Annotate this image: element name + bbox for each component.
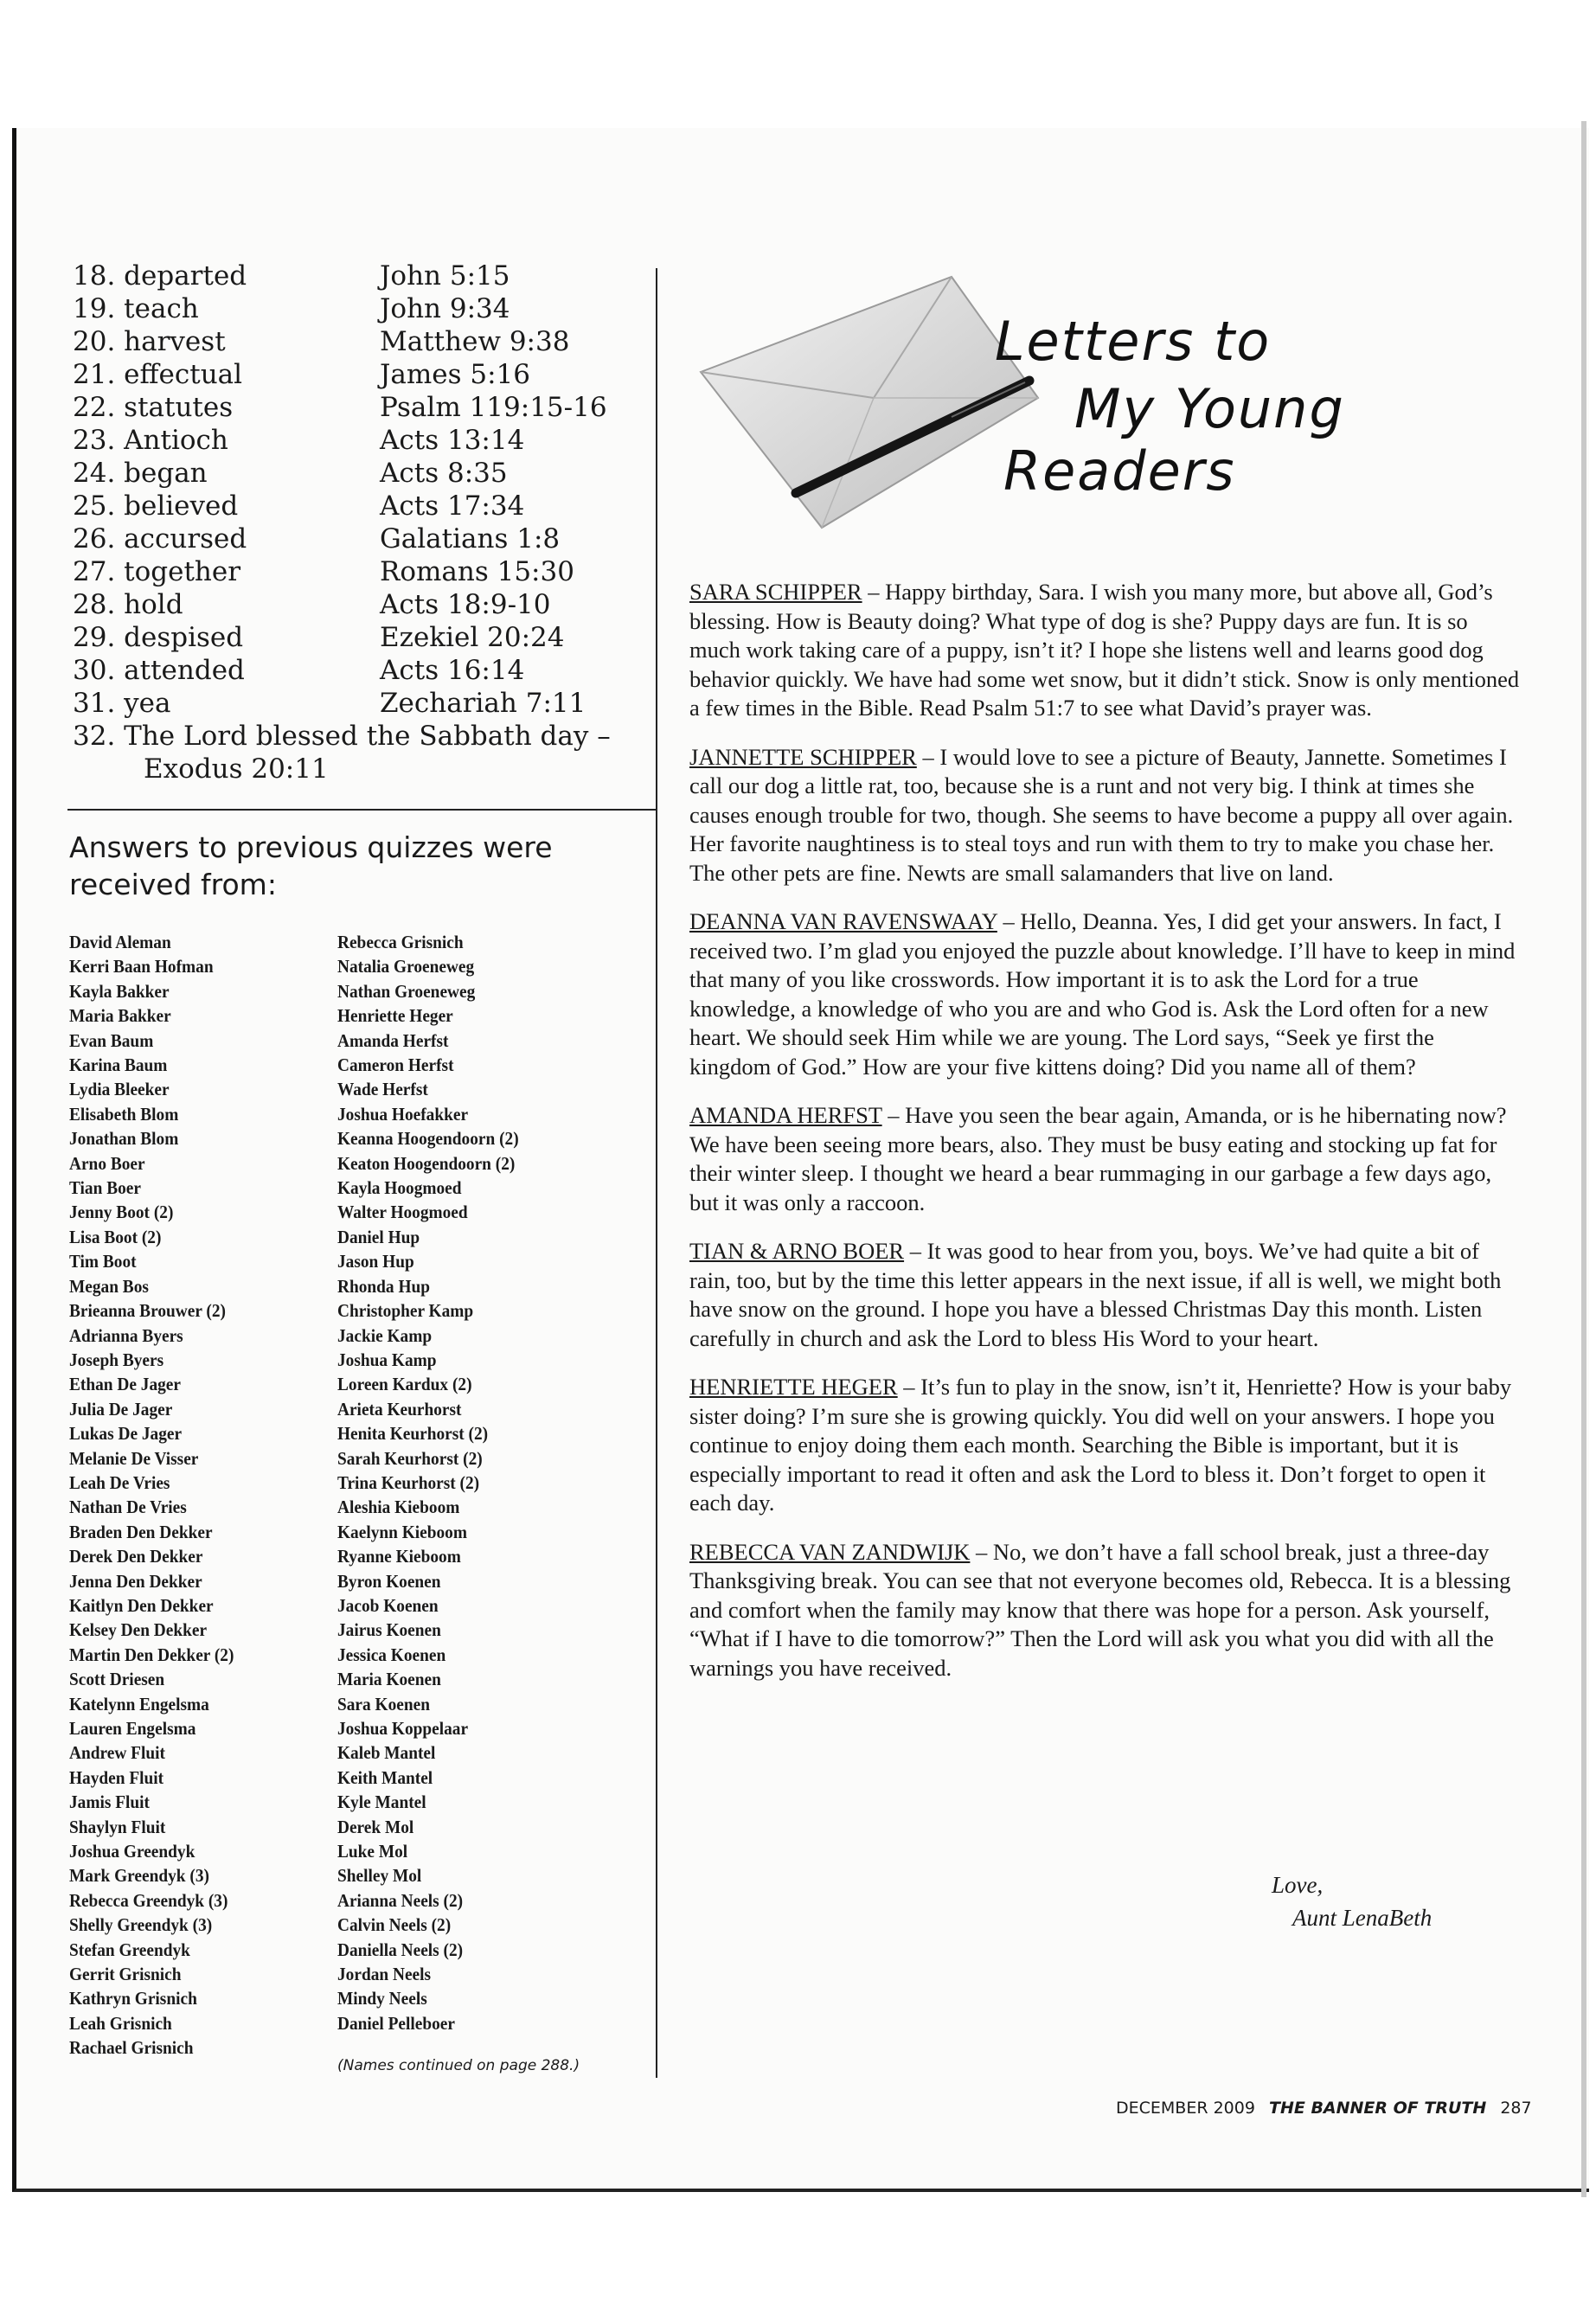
answer-reference: Romans 15:30 — [380, 556, 574, 587]
answer-row — [73, 555, 661, 588]
name-entry: Sarah Keurhorst (2) — [337, 1447, 483, 1469]
name-entry: Kaleb Mantel — [337, 1742, 436, 1764]
footer-date: DECEMBER 2009 — [1116, 2099, 1255, 2118]
answer-reference: Matthew 9:38 — [380, 326, 570, 357]
letter-recipient: REBECCA VAN ZANDWIJK — [689, 1538, 971, 1565]
names-column-2 — [337, 930, 519, 2035]
name-entry: Joshua Greendyk — [69, 1841, 195, 1862]
answer-word: 27. together — [73, 556, 241, 587]
name-entry: Jessica Koenen — [337, 1644, 446, 1665]
name-entry: Ryanne Kieboom — [337, 1546, 461, 1567]
answer-row — [73, 654, 661, 687]
answer-reference: Psalm 119:15-16 — [380, 392, 607, 423]
name-entry: Mark Greendyk (3) — [69, 1865, 209, 1887]
name-entry: Maria Bakker — [69, 1005, 171, 1027]
name-entry: Walter Hoogmoed — [337, 1202, 468, 1223]
letter-body: – Have you seen the bear again, Amanda, or is he hibernating now? We have been seeing more bears, also. They must be busy eating and stocking up fat for their winter sleep. I thought we heard a bear rummaging in our garbage a few days ago, but it was only a raccoon. — [689, 1102, 1507, 1215]
name-entry: Derek Mol — [337, 1816, 414, 1837]
letter-recipient: JANNETTE SCHIPPER — [689, 743, 917, 770]
name-entry: Lauren Engelsma — [69, 1718, 196, 1739]
name-entry: Shelly Greendyk (3) — [69, 1914, 213, 1936]
name-entry: Evan Baum — [69, 1029, 154, 1051]
title-line-3: Readers — [1003, 439, 1236, 503]
name-entry: Rachael Grisnich — [69, 2037, 194, 2059]
name-entry: Luke Mol — [337, 1841, 408, 1862]
answer-row — [73, 325, 661, 358]
name-entry: Kerri Baan Hofman — [69, 956, 214, 977]
letter-body: – I would love to see a picture of Beauty, Jannette. Sometimes I call our dog a little rat, too, because she is a runt and not very big. I think at times she causes enough trouble for two, though. She seems to have become a puppy all over again. Her favorite naughtiness is to steal toys and run with them to try to make you chase her. The other pets are fine. Newts are small salamanders that live on land. — [689, 743, 1514, 886]
answer-32-line2: Exodus 20:11 — [144, 753, 329, 785]
name-entry: Brieanna Brouwer (2) — [69, 1300, 226, 1322]
answer-word: 28. hold — [73, 589, 183, 620]
answer-word: 18. departed — [73, 260, 247, 292]
name-entry: Rebecca Grisnich — [337, 932, 464, 952]
name-entry: Shelley Mol — [337, 1865, 422, 1887]
name-entry: Lydia Bleeker — [69, 1079, 170, 1100]
names-column-1 — [69, 930, 234, 2061]
section-divider — [67, 809, 657, 811]
letter-recipient: HENRIETTE HEGER — [689, 1374, 898, 1400]
name-entry: Mindy Neels — [337, 1988, 427, 2009]
name-entry: Gerrit Grisnich — [69, 1964, 182, 1985]
name-entry: Nathan Groeneweg — [337, 980, 476, 1002]
name-entry: Tian Boer — [69, 1177, 141, 1199]
name-entry: Keith Mantel — [337, 1766, 433, 1788]
answer-reference: John 9:34 — [380, 293, 510, 324]
name-entry: Melanie De Visser — [69, 1447, 199, 1469]
answer-row — [73, 358, 661, 391]
name-entry: Loreen Kardux (2) — [337, 1374, 472, 1395]
title-line-1: Letters to — [995, 310, 1272, 373]
letter-paragraph — [689, 1237, 1520, 1353]
footer-page-number: 287 — [1500, 2099, 1532, 2118]
name-entry: Lukas De Jager — [69, 1423, 183, 1445]
name-entry: Derek Den Dekker — [69, 1546, 203, 1567]
name-entry: Maria Koenen — [337, 1669, 441, 1690]
received-heading: Answers to previous quizzes were received from: — [69, 830, 553, 901]
name-entry: Kyle Mantel — [337, 1791, 426, 1813]
answer-word: 19. teach — [73, 293, 199, 324]
answer-reference: Acts 13:14 — [380, 425, 525, 456]
letter-recipient: TIAN & ARNO BOER — [689, 1238, 905, 1264]
answer-reference: Acts 17:34 — [380, 490, 525, 522]
answer-word: 29. despised — [73, 622, 244, 653]
name-entry: Adrianna Byers — [69, 1324, 183, 1346]
letter-paragraph — [689, 578, 1520, 723]
answer-word: 25. believed — [73, 490, 239, 522]
name-entry: Henita Keurhorst (2) — [337, 1423, 489, 1445]
name-entry: Julia De Jager — [69, 1398, 173, 1420]
name-entry: Jonathan Blom — [69, 1128, 179, 1150]
name-entry: Arieta Keurhorst — [337, 1398, 462, 1420]
continued-note: (Names continued on page 288.) — [337, 2057, 580, 2074]
name-entry: Ethan De Jager — [69, 1374, 181, 1395]
column-divider — [656, 268, 657, 2078]
answer-word: 30. attended — [73, 655, 245, 686]
answer-row — [73, 588, 661, 621]
name-entry: Joseph Byers — [69, 1349, 164, 1370]
name-entry: Keanna Hoogendoorn (2) — [337, 1128, 519, 1150]
name-entry: Nathan De Vries — [69, 1497, 187, 1518]
name-entry: Natalia Groeneweg — [337, 956, 475, 977]
letter-recipient: DEANNA VAN RAVENSWAAY — [689, 908, 997, 934]
name-entry: Arianna Neels (2) — [337, 1889, 464, 1911]
name-entry: Tim Boot — [69, 1251, 137, 1272]
name-entry: Jenna Den Dekker — [69, 1570, 202, 1592]
answer-word: 22. statutes — [73, 392, 234, 423]
name-entry: Kayla Hoogmoed — [337, 1177, 462, 1199]
name-entry: Jamis Fluit — [69, 1791, 150, 1813]
page-edge — [1581, 121, 1586, 2197]
answer-reference: Acts 8:35 — [380, 458, 508, 489]
answer-row — [73, 292, 661, 325]
answer-word: 23. Antioch — [73, 425, 228, 456]
name-entry: Leah Grisnich — [69, 2012, 172, 2034]
name-entry: Scott Driesen — [69, 1669, 165, 1690]
answer-row — [73, 457, 661, 490]
answer-reference: Acts 16:14 — [380, 655, 525, 686]
name-entry: Karina Baum — [69, 1054, 168, 1076]
answer-row — [73, 621, 661, 654]
signoff-name: Aunt LenaBeth — [1292, 1905, 1433, 1931]
name-entry: Wade Herfst — [337, 1079, 428, 1100]
letter-paragraph — [689, 1101, 1520, 1217]
answer-32-line1: 32. The Lord blessed the Sabbath day – — [73, 721, 611, 752]
answer-word: 26. accursed — [73, 523, 247, 554]
answer-row — [73, 490, 661, 522]
name-entry: David Aleman — [69, 932, 171, 952]
name-entry: Rebecca Greendyk (3) — [69, 1889, 228, 1911]
letter-body: – No, we don’t have a fall school break, just a three-day Thanksgiving break. You can see that not everyone becomes old, Rebecca. It is a blessing and comfort when the family may know that there was hope for a person. Ask yourself, “What if I have to die tomorrow?” Then the Lord will ask you what you did with all the warnings you have received. — [689, 1538, 1511, 1681]
name-entry: Jenny Boot (2) — [69, 1202, 174, 1223]
name-entry: Hayden Fluit — [69, 1766, 164, 1788]
answer-row — [73, 522, 661, 555]
name-entry: Daniel Hup — [337, 1226, 420, 1247]
page-footer — [1116, 2099, 1532, 2118]
name-entry: Kathryn Grisnich — [69, 1988, 197, 2009]
name-entry: Calvin Neels (2) — [337, 1914, 452, 1936]
answer-reference: Acts 18:9-10 — [380, 589, 551, 620]
letter-body: – Hello, Deanna. Yes, I did get your answers. In fact, I received two. I’m glad you enjoyed the puzzle about knowledge. I’ll have to keep in mind that many of you like crosswords. How important it is to ask the Lord for a true knowledge, a knowledge of who you are and who God is. Ask the Lord often for a new heart. We should seek Him while we are young. The Lord says, “Seek ye first the kingdom of God.” How are your five kittens doing? Did you name all of them? — [689, 908, 1516, 1080]
name-entry: Jacob Koenen — [337, 1594, 439, 1616]
answer-row — [73, 391, 661, 424]
answer-word: 24. began — [73, 458, 208, 489]
name-entry: Joshua Hoefakker — [337, 1103, 469, 1125]
letters-list — [689, 578, 1520, 1702]
name-entry: Kelsey Den Dekker — [69, 1619, 208, 1641]
name-entry: Arno Boer — [69, 1152, 145, 1174]
answer-reference: Galatians 1:8 — [380, 523, 561, 554]
name-entry: Joshua Kamp — [337, 1349, 437, 1370]
name-entry: Daniel Pelleboer — [337, 2012, 455, 2034]
letter-paragraph — [689, 1373, 1520, 1518]
answer-word: 20. harvest — [73, 326, 226, 357]
section-title — [995, 310, 1445, 509]
name-entry: Jairus Koenen — [337, 1619, 441, 1641]
answer-row — [73, 260, 661, 292]
name-entry: Cameron Herfst — [337, 1054, 454, 1076]
letter-recipient: AMANDA HERFST — [689, 1102, 882, 1128]
name-entry: Kaitlyn Den Dekker — [69, 1594, 214, 1616]
name-entry: Shaylyn Fluit — [69, 1816, 166, 1837]
name-entry: Elisabeth Blom — [69, 1103, 179, 1125]
answer-reference: Zechariah 7:11 — [380, 688, 586, 719]
letter-paragraph — [689, 1538, 1520, 1683]
letter-paragraph — [689, 907, 1520, 1081]
answer-row — [73, 424, 661, 457]
name-entry: Sara Koenen — [337, 1693, 430, 1715]
name-entry: Kaelynn Kieboom — [337, 1521, 467, 1542]
letter-recipient: SARA SCHIPPER — [689, 579, 862, 605]
name-entry: Martin Den Dekker (2) — [69, 1644, 234, 1665]
name-entry: Trina Keurhorst (2) — [337, 1471, 480, 1493]
name-entry: Rhonda Hup — [337, 1275, 431, 1297]
footer-publication: THE BANNER OF TRUTH — [1268, 2099, 1487, 2118]
letter-body: – It was good to hear from you, boys. We’ve had quite a bit of rain, too, but by the time this letter appears in the next issue, if all is well, we might both have snow on the ground. I hope you have a blessed Christmas Day this month. Listen carefully in church and ask the Lord to bless His Word to your heart. — [689, 1238, 1502, 1351]
name-entry: Byron Koenen — [337, 1570, 441, 1592]
name-entry: Braden Den Dekker — [69, 1521, 213, 1542]
name-entry: Christopher Kamp — [337, 1300, 474, 1322]
name-entry: Keaton Hoogendoorn (2) — [337, 1152, 516, 1174]
letter-body: – Happy birthday, Sara. I wish you many more, but above all, God’s blessing. How is Beauty doing? What type of dog is she? Puppy days are fun. It is so much work taking care of a puppy, isn’t it? I hope she listens well and learns good dog behavior quickly. We have had some wet snow, but it didn’t stick. Snow is only mentioned a few times in the Bible. Read Psalm 51:7 to see what David’s prayer was. — [689, 579, 1520, 721]
name-entry: Stefan Greendyk — [69, 1939, 190, 1960]
name-entry: Jason Hup — [337, 1251, 414, 1272]
signoff-love: Love, — [1272, 1872, 1324, 1898]
answer-32 — [73, 720, 661, 753]
signoff — [1272, 1868, 1432, 1934]
name-entry: Jordan Neels — [337, 1964, 432, 1985]
name-entry: Andrew Fluit — [69, 1742, 165, 1764]
name-entry: Lisa Boot (2) — [69, 1226, 162, 1247]
title-line-2: My Young — [1074, 377, 1345, 440]
name-entry: Henriette Heger — [337, 1005, 453, 1027]
name-entry: Kayla Bakker — [69, 980, 170, 1002]
quiz-answers — [73, 260, 661, 785]
name-entry: Leah De Vries — [69, 1471, 170, 1493]
name-entry: Megan Bos — [69, 1275, 149, 1297]
answer-reference: Ezekiel 20:24 — [380, 622, 565, 653]
answer-row — [73, 687, 661, 720]
name-entry: Katelynn Engelsma — [69, 1693, 209, 1715]
name-entry: Joshua Koppelaar — [337, 1718, 469, 1739]
name-entry: Daniella Neels (2) — [337, 1939, 464, 1960]
name-entry: Amanda Herfst — [337, 1029, 449, 1051]
name-entry: Aleshia Kieboom — [337, 1497, 460, 1518]
answer-word: 31. yea — [73, 688, 171, 719]
letter-body: – It’s fun to play in the snow, isn’t it, Henriette? How is your baby sister doing? I’m sure she is growing quickly. You did well on your answers. I hope you continue to enjoy doing them each month. Searching the Bible is important, but it is especially important to read it often and ask the Lord to bless it. Don’t forget to open it each day. — [689, 1374, 1512, 1516]
answer-reference: John 5:15 — [380, 260, 510, 292]
answer-word: 21. effectual — [73, 359, 243, 390]
name-entry: Jackie Kamp — [337, 1324, 433, 1346]
letter-paragraph — [689, 743, 1520, 888]
answer-reference: James 5:16 — [380, 359, 531, 390]
